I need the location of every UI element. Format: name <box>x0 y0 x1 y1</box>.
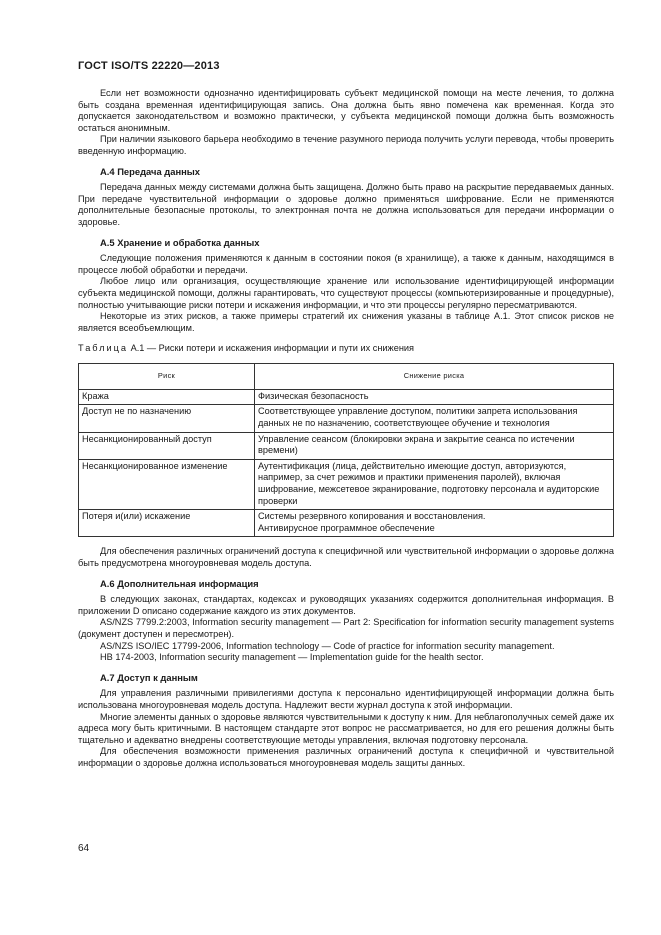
mitigation-line-1: Системы резервного копирования и восстановления. <box>258 511 486 522</box>
section-a6-paragraph-3: AS/NZS ISO/IEC 17799-2006, Information technology — Code of practice for information security management. <box>100 640 555 651</box>
table-caption <box>78 343 614 355</box>
section-a6-paragraph-2: AS/NZS 7799.2:2003, Information security management — Part 2: Specification for information security management systems (документ доступен и пересмотрен). <box>78 617 614 639</box>
page-content <box>78 88 614 770</box>
intro-paragraph-1: Если нет возможности однозначно идентифицировать субъект медицинской помощи на месте лечения, то должна быть создана временная идентифицирующая запись. Она должна быть явно помечена как временная. Когда это допускается законодательством и возможно практически, у субъекта медицинской помощи должна быть возможность остаться анонимным. <box>78 88 614 133</box>
table-caption-prefix: Таблица <box>78 343 129 354</box>
intro-paragraph-2: При наличии языкового барьера необходимо в течение разумного периода получить услуги перевода, чтобы проверить введенную информацию. <box>78 134 614 156</box>
risk-table <box>78 363 614 538</box>
section-a7-paragraph-3: Для обеспечения возможности применения различных ограничений доступа к специфичной и чувствительной информации о здоровье должна использоваться многоуровневая модель защиты данных. <box>78 746 614 768</box>
table-row <box>79 432 614 459</box>
table-row <box>79 510 614 537</box>
mitigation-cell: Управление сеансом (блокировки экрана и закрытие сеанса по истечении времени) <box>255 432 614 459</box>
after-table-paragraph: Для обеспечения различных ограничений доступа к специфичной или чувствительной информации о здоровье должна быть предусмотрена многоуровневая модель доступа. <box>78 546 614 568</box>
risk-cell: Несанкционированный доступ <box>79 432 255 459</box>
page-number: 64 <box>78 843 90 854</box>
section-a7-paragraph-1: Для управления различными привилегиями доступа к персонально идентифицирующей информации должна быть использована многоуровневая модель доступа. Надлежит вести журнал доступа к этой информации. <box>78 688 614 710</box>
risk-cell: Потеря и(или) искажение <box>79 510 255 537</box>
section-a6-heading: А.6 Дополнительная информация <box>100 577 259 589</box>
table-row <box>79 459 614 509</box>
section-a5-heading: А.5 Хранение и обработка данных <box>100 236 260 248</box>
column-header-mitigation: Снижение риска <box>255 363 614 389</box>
mitigation-line-2: Антивирусное программное обеспечение <box>258 522 435 533</box>
section-a5-paragraph-3: Некоторые из этих рисков, а также примеры стратегий их снижения указаны в таблице А.1. Этот список рисков не является всеобъемлющим. <box>78 311 614 333</box>
section-a7-heading: А.7 Доступ к данным <box>100 671 198 683</box>
table-header-row <box>79 363 614 389</box>
risk-cell: Несанкционированное изменение <box>79 459 255 509</box>
section-a7-paragraph-2: Многие элементы данных о здоровье являются чувствительными к доступу к ним. Для неблагополучных семей даже их адреса могу быть критичными. В настоящем стандарте этот вопрос не рассматривается, но для его решения должны быть тщательно и адекватно внедрены соответствующие методы управления, включая подготовку персонала. <box>78 711 614 745</box>
table-row <box>79 405 614 432</box>
risk-cell: Кража <box>79 389 255 405</box>
mitigation-cell: Соответствующее управление доступом, политики запрета использования данных не по назначению, соответствующее обучение и технология <box>255 405 614 432</box>
table-caption-text: А.1 — Риски потери и искажения информации и пути их снижения <box>128 343 414 354</box>
risk-cell: Доступ не по назначению <box>79 405 255 432</box>
section-a5-paragraph-1: Следующие положения применяются к данным в состоянии покоя (в хранилище), а также к данным, находящимся в процессе любой обработки и передачи. <box>78 253 614 275</box>
mitigation-cell: Аутентификация (лица, действительно имеющие доступ, авторизуются, например, за счет режимов и практики применения паролей), включая шифрование, межсетевое экранирование, подготовку персонала и аудиторские проверки <box>255 459 614 509</box>
mitigation-cell: Физическая безопасность <box>255 389 614 405</box>
section-a4-paragraph-1: Передача данных между системами должна быть защищена. Должно быть право на раскрытие передаваемых данных. При передаче чувствительной информации о здоровье должно применяться шифрование. Если не применяются дополнительные безопасные протоколы, то электронная почта не должна использоваться для передачи информации о здоровье. <box>78 182 614 227</box>
section-a6-paragraph-1: В следующих законах, стандартах, кодексах и руководящих указаниях содержится дополнительная информация. В приложении D описано содержание каждого из этих документов. <box>78 594 614 616</box>
document-header: ГОСТ ISO/TS 22220—2013 <box>78 60 220 72</box>
mitigation-cell <box>255 510 614 537</box>
section-a5-paragraph-2: Любое лицо или организация, осуществляющие хранение или использование идентифицирующей информации субъекта медицинской помощи, должны гарантировать, что существуют процессы (компьютеризированные и процедурные), полностью учитывающие риски потери и искажения информации, и что эти процессы регулярно пересматриваются. <box>78 276 614 310</box>
section-a4-heading: А.4 Передача данных <box>100 165 200 177</box>
section-a6-paragraph-4: HB 174-2003, Information security management — Implementation guide for the health sector. <box>100 652 484 663</box>
column-header-risk: Риск <box>79 363 255 389</box>
table-row <box>79 389 614 405</box>
